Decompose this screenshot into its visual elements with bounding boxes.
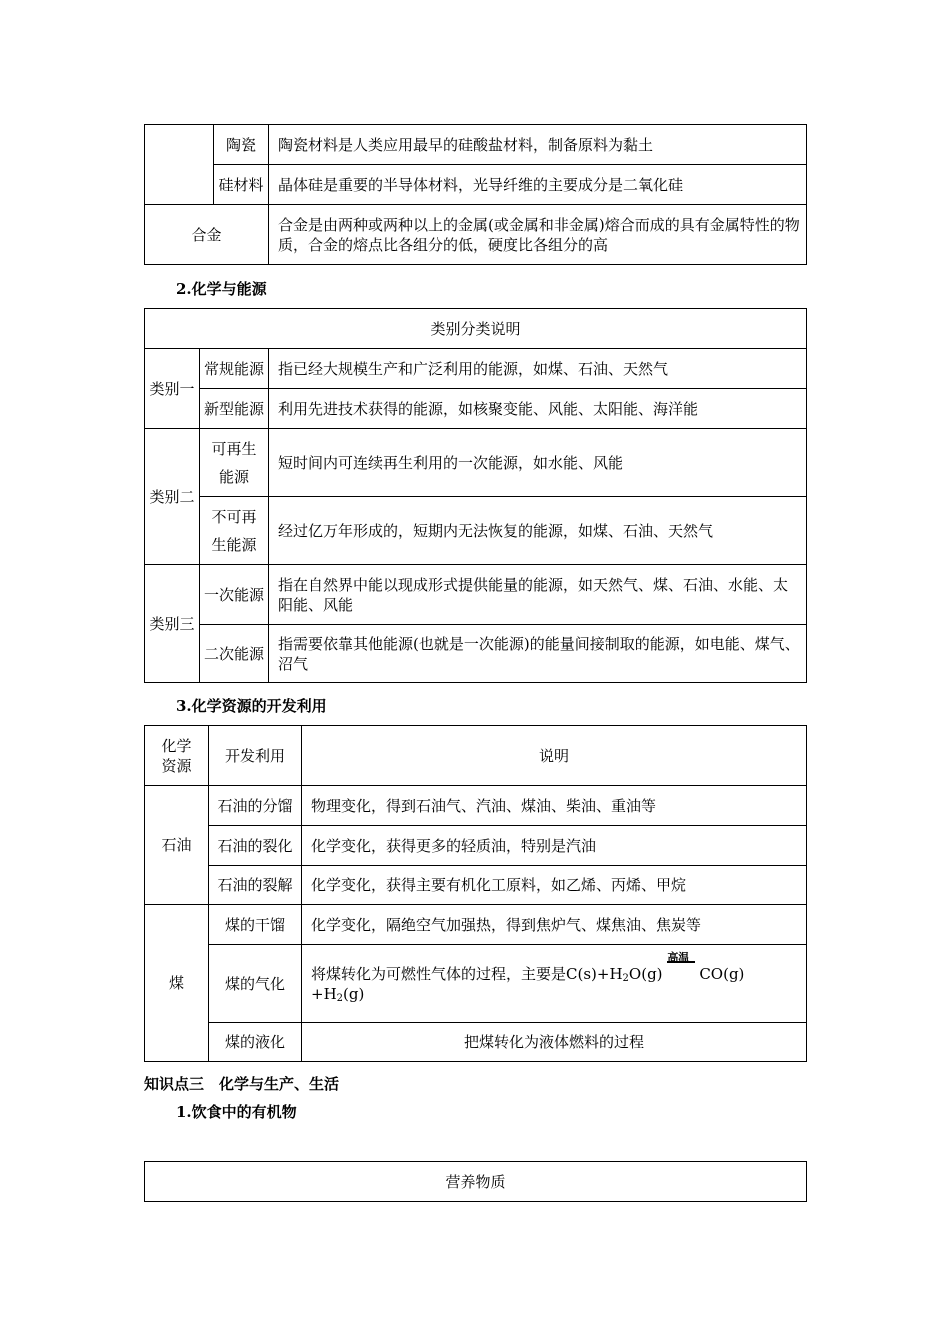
energy-type: 二次能源 [200, 625, 269, 683]
reaction-arrow-line [667, 961, 695, 963]
oil-process: 石油的裂解 [209, 866, 302, 905]
table-row [145, 786, 807, 826]
table-row [145, 389, 807, 429]
table-row [145, 866, 807, 905]
section-heading-resources: 3.化学资源的开发利用 [176, 697, 327, 715]
table-row [145, 826, 807, 866]
table-row [145, 125, 807, 165]
table-row [145, 945, 807, 1023]
table-row [145, 1023, 807, 1062]
coal-desc: 把煤转化为液体燃料的过程 [302, 1023, 807, 1062]
header-desc: 说明 [302, 726, 807, 786]
subscript: 2 [622, 972, 629, 984]
gasification-text: 将煤转化为可燃性气体的过程，主要是 [311, 964, 567, 983]
materials-table [144, 124, 807, 265]
energy-type: 新型能源 [200, 389, 269, 429]
energy-desc: 利用先进技术获得的能源，如核聚变能、风能、太阳能、海洋能 [269, 389, 807, 429]
oil-desc: 化学变化，获得更多的轻质油，特别是汽油 [302, 826, 807, 866]
equation-product: (g) [343, 984, 365, 1003]
energy-type: 常规能源 [200, 349, 269, 389]
resource-oil: 石油 [145, 786, 209, 905]
equation-reactant: O(g) [628, 964, 663, 983]
reaction-condition [667, 950, 699, 984]
oil-desc: 物理变化，得到石油气、汽油、煤油、柴油、重油等 [302, 786, 807, 826]
energy-table [144, 308, 807, 683]
coal-process: 煤的气化 [209, 945, 302, 1023]
energy-desc: 指已经大规模生产和广泛利用的能源，如煤、石油、天然气 [269, 349, 807, 389]
condition-text: 高温 [667, 950, 690, 964]
resource-coal: 煤 [145, 905, 209, 1062]
alloy-label: 合金 [145, 205, 269, 265]
coal-desc: 化学变化，隔绝空气加强热，得到焦炉气、煤焦油、焦炭等 [302, 905, 807, 945]
coal-gasification-desc [302, 945, 807, 1023]
table-header-row [145, 726, 807, 786]
table-row [145, 349, 807, 389]
alloy-desc: 合金是由两种或两种以上的金属(或金属和非金属)熔合而成的具有金属特性的物质，合金的熔点比各组分的低，硬度比各组分的高 [269, 205, 807, 265]
equation-product: CO(g) [699, 964, 745, 983]
energy-desc: 短时间内可连续再生利用的一次能源，如水能、风能 [269, 429, 807, 497]
header-resource: 化学资源 [145, 726, 209, 786]
nutrients-header: 营养物质 [145, 1162, 807, 1202]
oil-desc: 化学变化，获得主要有机化工原料，如乙烯、丙烯、甲烷 [302, 866, 807, 905]
material-name: 硅材料 [214, 165, 269, 205]
energy-desc: 指需要依靠其他能源(也就是一次能源)的能量间接制取的能源，如电能、煤气、沼气 [269, 625, 807, 683]
coal-process: 煤的干馏 [209, 905, 302, 945]
oil-process: 石油的裂化 [209, 826, 302, 866]
energy-type: 不可再生能源 [200, 497, 269, 565]
table-row [145, 625, 807, 683]
knowledge-point-heading: 知识点三 化学与生产、生活 [144, 1075, 340, 1093]
materials-category-cell [145, 125, 214, 205]
header-use: 开发利用 [209, 726, 302, 786]
table-header-row [145, 1162, 807, 1202]
energy-desc: 经过亿万年形成的，短期内无法恢复的能源，如煤、石油、天然气 [269, 497, 807, 565]
resources-table [144, 725, 807, 1062]
table-row [145, 165, 807, 205]
table-row [145, 565, 807, 625]
energy-desc: 指在自然界中能以现成形式提供能量的能源，如天然气、煤、石油、水能、太阳能、风能 [269, 565, 807, 625]
coal-process: 煤的液化 [209, 1023, 302, 1062]
material-desc: 陶瓷材料是人类应用最早的硅酸盐材料，制备原料为黏土 [269, 125, 807, 165]
oil-process: 石油的分馏 [209, 786, 302, 826]
table-row [145, 497, 807, 565]
section-heading-energy: 2.化学与能源 [176, 280, 267, 298]
equation-product: +H [311, 984, 337, 1003]
material-desc: 晶体硅是重要的半导体材料，光导纤维的主要成分是二氧化硅 [269, 165, 807, 205]
table-row [145, 205, 807, 265]
energy-group-name: 类别一 [145, 349, 200, 429]
energy-group-name: 类别三 [145, 565, 200, 683]
energy-group-name: 类别二 [145, 429, 200, 565]
energy-table-header: 类别分类说明 [145, 309, 807, 349]
subscript: 2 [336, 992, 344, 1004]
nutrients-table [144, 1161, 807, 1202]
table-row [145, 429, 807, 497]
energy-type: 一次能源 [200, 565, 269, 625]
table-header-row [145, 309, 807, 349]
equation-reactant: C(s)+H [566, 964, 623, 983]
energy-type: 可再生能源 [200, 429, 269, 497]
material-name: 陶瓷 [214, 125, 269, 165]
table-row [145, 905, 807, 945]
subsection-heading-food: 1.饮食中的有机物 [176, 1103, 297, 1121]
